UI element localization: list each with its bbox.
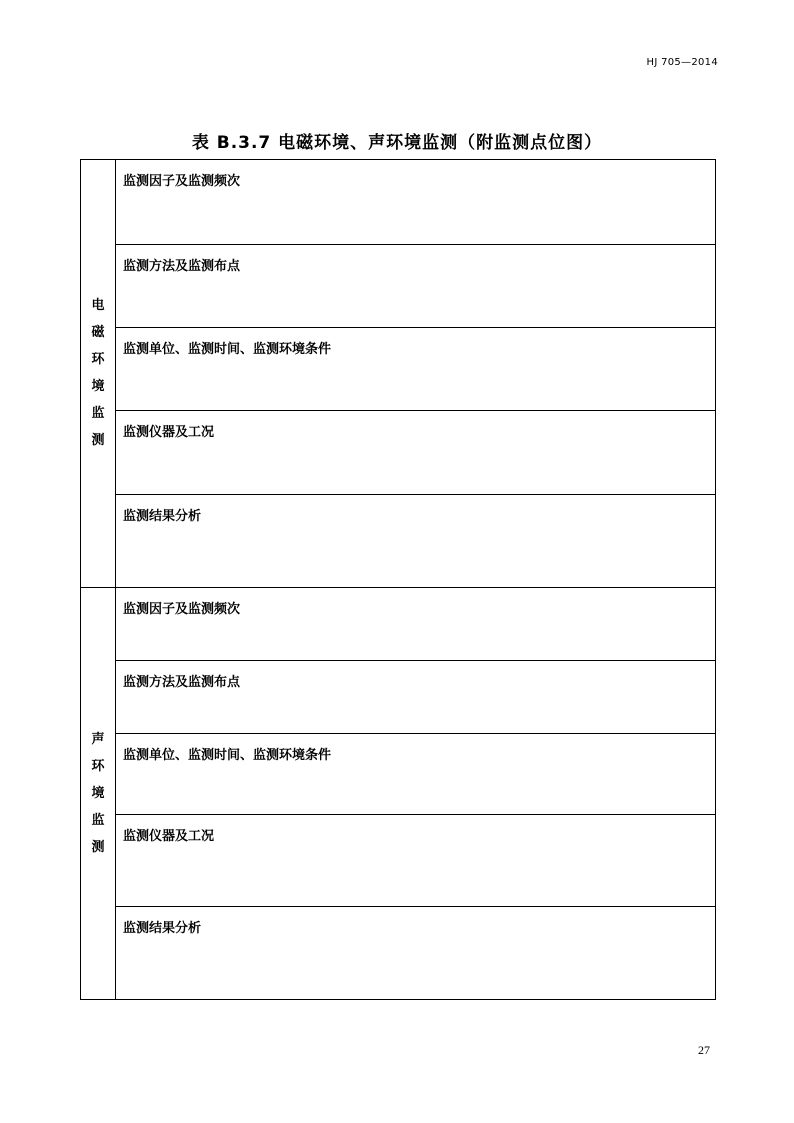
- field-label: 监测结果分析: [123, 921, 202, 936]
- noise-label-char: 声: [91, 731, 105, 747]
- em-field-method[interactable]: [116, 245, 716, 328]
- em-label-char: 环: [91, 352, 105, 367]
- em-row-instrument: [81, 411, 716, 495]
- em-row-method: [81, 245, 716, 328]
- noise-row-method: [81, 661, 716, 734]
- em-row-result: [81, 495, 716, 588]
- field-label: 监测单位、监测时间、监测环境条件: [123, 748, 332, 763]
- noise-label-char: 境: [91, 785, 105, 801]
- field-label: 监测因子及监测频次: [123, 602, 241, 617]
- em-section-label: [81, 160, 116, 588]
- field-label: 监测因子及监测频次: [123, 174, 241, 189]
- page-number: 27: [698, 1043, 710, 1057]
- noise-label-char: 环: [91, 758, 105, 774]
- noise-label-char: 测: [91, 839, 105, 855]
- noise-row-unit: [81, 734, 716, 815]
- field-label: 监测结果分析: [123, 509, 202, 524]
- em-field-instrument[interactable]: [116, 411, 716, 495]
- em-row-unit: [81, 328, 716, 411]
- em-label-char: 监: [91, 406, 105, 421]
- em-label-char: 电: [91, 298, 105, 313]
- noise-field-result[interactable]: [116, 907, 716, 1000]
- em-row-factors: [81, 160, 716, 245]
- em-field-result[interactable]: [116, 495, 716, 588]
- noise-row-instrument: [81, 815, 716, 907]
- em-field-factors[interactable]: [116, 160, 716, 245]
- noise-field-method[interactable]: [116, 661, 716, 734]
- em-label-char: 磁: [91, 325, 105, 340]
- field-label: 监测仪器及工况: [123, 425, 215, 440]
- noise-field-factors[interactable]: [116, 588, 716, 661]
- noise-field-unit[interactable]: [116, 734, 716, 815]
- noise-label-char: 监: [91, 812, 105, 828]
- field-label: 监测单位、监测时间、监测环境条件: [123, 342, 332, 357]
- monitoring-form-table: [80, 159, 716, 1000]
- noise-row-factors: [81, 588, 716, 661]
- noise-row-result: [81, 907, 716, 1000]
- field-label: 监测方法及监测布点: [123, 259, 241, 274]
- noise-section-label: [81, 588, 116, 1000]
- em-field-unit[interactable]: [116, 328, 716, 411]
- noise-field-instrument[interactable]: [116, 815, 716, 907]
- em-label-char: 境: [91, 379, 105, 394]
- em-label-char: 测: [91, 433, 105, 448]
- document-code: HJ 705—2014: [646, 57, 718, 68]
- field-label: 监测仪器及工况: [123, 829, 215, 844]
- field-label: 监测方法及监测布点: [123, 675, 241, 690]
- table-title: 表 B.3.7 电磁环境、声环境监测（附监测点位图）: [191, 133, 603, 153]
